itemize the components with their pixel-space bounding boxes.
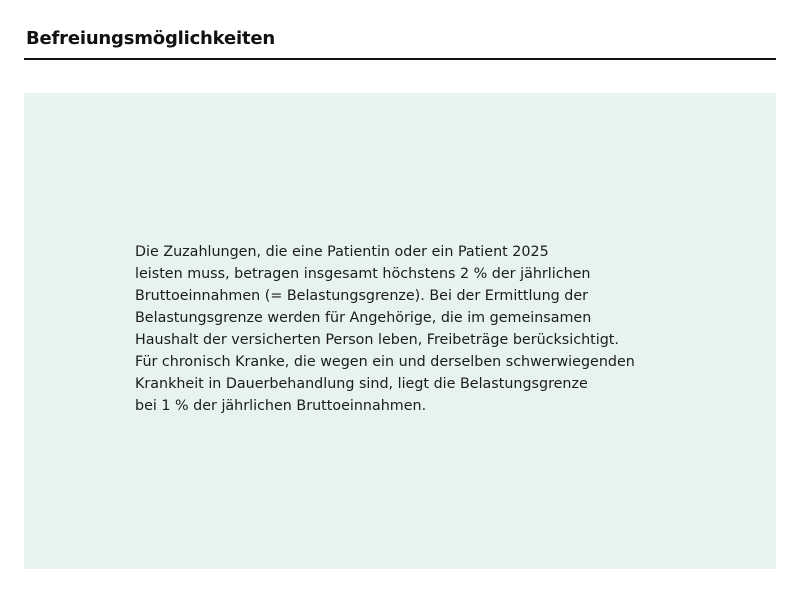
paragraph-line: Für chronisch Kranke, die wegen ein und derselben schwerwiegenden: [135, 354, 635, 370]
info-paragraph: [135, 241, 695, 417]
section-title: Befreiungsmöglichkeiten: [26, 28, 275, 49]
paragraph-line: Bruttoeinnahmen (= Belastungsgrenze). Bei der Ermittlung der: [135, 288, 588, 304]
paragraph-line: Belastungsgrenze werden für Angehörige, die im gemeinsamen: [135, 310, 592, 326]
paragraph-line: Die Zuzahlungen, die eine Patientin oder ein Patient 2025: [135, 244, 549, 260]
paragraph-line: leisten muss, betragen insgesamt höchstens 2 % der jährlichen: [135, 266, 591, 282]
paragraph-line: Haushalt der versicherten Person leben, Freibeträge berücksichtigt.: [135, 332, 619, 348]
title-divider: [24, 58, 776, 60]
info-panel: [24, 93, 776, 569]
paragraph-line: bei 1 % der jährlichen Bruttoeinnahmen.: [135, 398, 427, 414]
paragraph-line: Krankheit in Dauerbehandlung sind, liegt die Belastungsgrenze: [135, 376, 588, 392]
